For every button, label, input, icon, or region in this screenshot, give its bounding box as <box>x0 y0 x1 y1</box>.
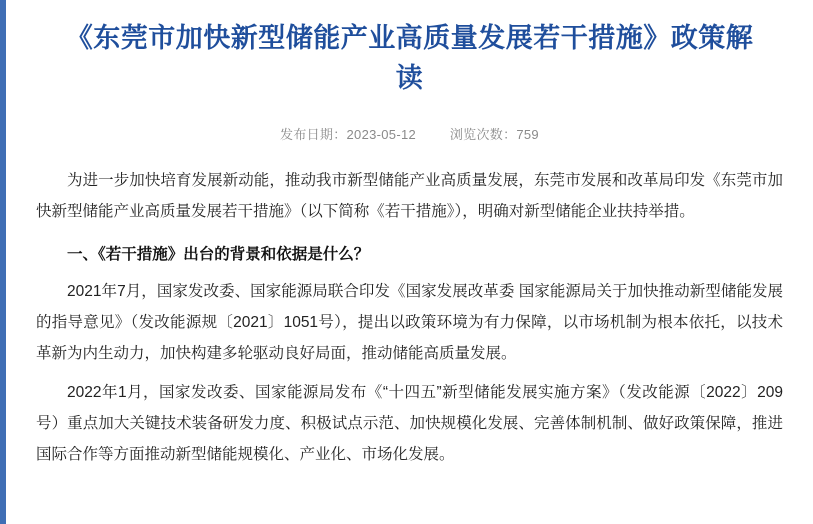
paragraph-intro: 为进一步加快培育发展新动能，推动我市新型储能产业高质量发展，东莞市发展和改革局印发《东莞市加快新型储能产业高质量发展若干措施》（以下简称《若干措施》），明确对新型储能企业扶持举措。 <box>36 172 783 220</box>
view-count: 浏览次数：759 <box>449 127 539 142</box>
publish-date: 发布日期：2023-05-12 <box>280 127 417 142</box>
page-title: 《东莞市加快新型储能产业高质量发展若干措施》政策解读 <box>65 23 754 93</box>
section-heading-1: 一、《若干措施》出台的背景和依据是什么？ <box>67 246 370 263</box>
paragraph-2021: 2021年7月，国家发改委、国家能源局联合印发《国家发展改革委 国家能源局关于加快推动新型储能发展的指导意见》（发改能源规〔2021〕1051号），提出以政策环境为有力保障，以市场机制为根本依托，以技术革新为内生动力，加快构建多轮驱动良好局面，推动储能高质量发展。 <box>36 283 783 362</box>
document-page <box>6 0 813 524</box>
paragraph-2022: 2022年1月，国家发改委、国家能源局发布《“十四五”新型储能发展实施方案》（发改能源〔2022〕209号）重点加大关键技术装备研发力度、积极试点示范、加快规模化发展、完善体制机制、做好政策保障，推进国际合作等方面推动新型储能规模化、产业化、市场化发展。 <box>36 384 783 463</box>
document-body <box>36 165 783 470</box>
document-meta <box>36 124 783 143</box>
